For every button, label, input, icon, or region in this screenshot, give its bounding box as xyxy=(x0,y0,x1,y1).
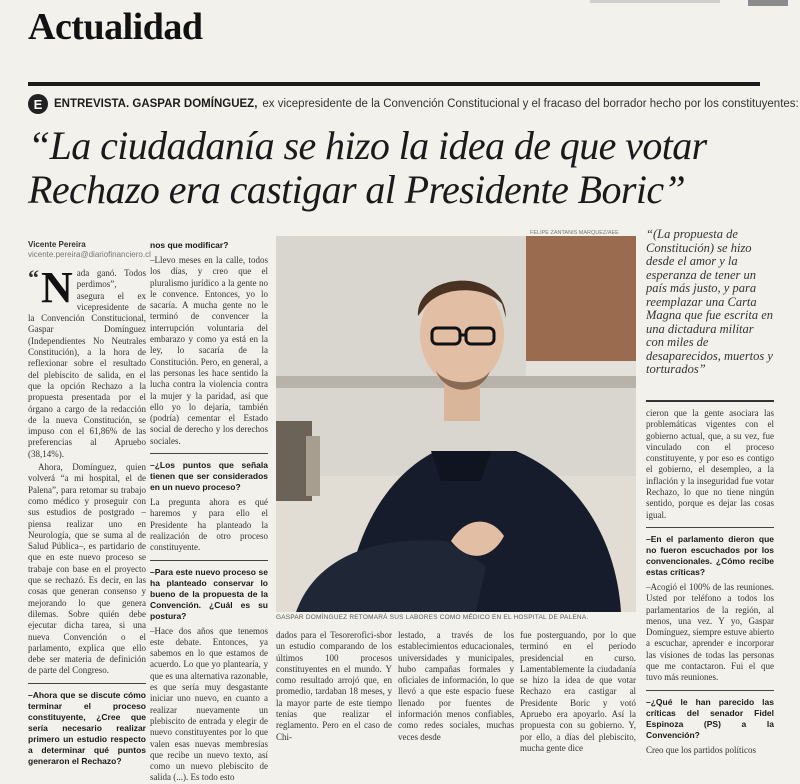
col1-paragraph-1: ada ganó. Todos perdimos”, asegura el ex vicepresidente de la Convención Constitucional, Gaspar Domínguez (Independientes No Neutrales Constitución), a la hora de reflexionar sobre el resultado del plebiscito de salida, en el que la opción Rechazo a la propuesta presentada por el órgano a cargo de la redacción de la nueva Constitución, se impuso con el 61,86% de las preferencias al Apruebo (38,14%). xyxy=(28,268,146,459)
col6-paragraph-1: cieron que la gente asociara las problemáticas vigentes con el gobierno actual, que, a su vez, fue vinculado con el proceso constituyente, y por eso es contigo el gobierno, el desempleo, a la inflación y la inseguridad fue votar Rechazo, lo que no tiene ningún sentido, porque es dejar las cosas igual. xyxy=(646,408,774,520)
kicker-label: ENTREVISTA. GASPAR DOMÍNGUEZ, xyxy=(54,98,258,110)
col6-question-1: –En el parlamento dieron que no fueron escuchados por los convencionales. ¿Cómo recibe estas críticas? xyxy=(646,533,774,577)
col1-question-1: –Ahora que se discute cómo terminar el proceso constituyente, ¿Cree que sería necesario realizar primero un estudio respecto a determinar qué puntos generaron el Rechazo? xyxy=(28,689,146,766)
article-column-2 xyxy=(150,240,268,783)
section-title: Actualidad xyxy=(28,6,203,48)
kicker-description: ex vicepresidente de la Convención Constitucional y el fracaso del borrador hecho por los constituyentes: xyxy=(262,98,799,110)
dropcap: N xyxy=(41,263,73,312)
article-column-1 xyxy=(28,263,146,766)
col6-paragraph-2: –Acogió el 100% de las reuniones. Usted por teléfono a todos los parlamentarios de la región, al menos, una vez. Y yo, Gaspar Domínguez, siempre estuve abierto a escuchar, aprender e incorporar las visiones de todas las personas que me contactaron. Fui el que tuvo más reuniones. xyxy=(646,581,774,683)
article-column-6 xyxy=(646,408,774,755)
col6-rule-1 xyxy=(646,527,774,528)
pull-quote: “(La propuesta de Constitución) se hizo desde el amor y la esperanza de tener un país más justo, y para reemplazar una Carta Magna que fue escrita en una dictadura militar con miles de desaparecidos, muertos y torturados” xyxy=(646,227,774,376)
article-column-3 xyxy=(276,630,392,742)
headline-line-2: Rechazo era castigar al Presidente Boric” xyxy=(28,167,686,212)
photo-credit: FELIPE ZANTANIS MARQUEZ/AEE xyxy=(530,230,619,236)
col1-question-rule xyxy=(28,683,146,684)
col1-paragraph-2: Ahora, Domínguez, quien volverá “a mi hospital, el de Palena”, para retomar su trabajo como médico y proseguir con sus estudios de postgrado –piensa realizar uno en Neurología, que se suma al de Salud Pública–, es partidario de que en este nuevo proceso se trabaje con base en el proyecto que se rechazó. Es decir, en las cosas que generan consenso y mejorando lo que genera dilemas. Sobre quién debe ejecutar dicha tarea, si una nueva Convención o el parlamento, explica que ello debe ser materia de definición de parte del Congreso. xyxy=(28,462,146,676)
col6-rule-2 xyxy=(646,690,774,691)
col2-paragraph-1: –Llevo meses en la calle, todos los días, y creo que el pluralismo jurídico a la gente no le convence. Entonces, yo lo sacaría. A mucha gente no le terminó de convencer la interrupción voluntaria del embarazo y como ya está en la ley, lo sacaría de la Constitución. Pero, en general, a las personas les hace sentido la lucha contra la violencia contra la mujer y la paridad, así que ello yo lo dejaría, también (podría) cementar el Estado social de derecho y los derechos sociales. xyxy=(150,255,268,446)
headline xyxy=(28,124,768,212)
col2-paragraph-2: La pregunta ahora es qué haremos y para ello el Presidente ha planteado la realización de otro proceso constituyente. xyxy=(150,497,268,553)
col6-question-2: –¿Qué le han parecido las críticas del senador Fidel Espinoza (PS) a la Convención? xyxy=(646,696,774,740)
article-column-5 xyxy=(520,630,636,753)
col6-paragraph-3: Creo que los partidos políticos xyxy=(646,744,756,755)
col2-rule-2 xyxy=(150,560,268,561)
headline-line-1: “La ciudadanía se hizo la idea de que votar xyxy=(28,123,707,168)
section-rule xyxy=(28,82,760,86)
entrevista-badge-icon: E xyxy=(28,94,48,114)
interview-photo xyxy=(276,236,636,612)
portrait-illustration xyxy=(276,236,636,612)
col4-paragraph-1: lestado, a través de los establecimientos educacionales, universidades y municipales, hubo campañas formales y oficiales de información, lo que llevó a que este espacio fuese llenado por fuentes de información menos confiables, como redes sociales, muchas veces desde xyxy=(398,630,514,742)
open-quote-glyph: “ xyxy=(28,265,39,290)
col3-paragraph-1: dados para el Tesorerofici-sbor un estudio comparando de los últimos 100 procesos constituyentes en el mundo. Y como resultado arrojó que, en promedio, tardaban 18 meses, y la mayor parte de este tiempo tenías que realizar el reglamento. Pero en el caso de Chi- xyxy=(276,630,392,742)
top-strip xyxy=(590,0,720,3)
lead-paragraph xyxy=(28,263,146,460)
kicker xyxy=(28,93,799,115)
byline-email: vicente.pereira@diariofinanciero.cl xyxy=(28,250,151,259)
byline xyxy=(28,240,151,260)
col2-question-2: –Para este nuevo proceso se ha planteado conservar lo bueno de la propuesta de la Convención. ¿Cuál es su postura? xyxy=(150,566,268,621)
byline-author: Vicente Pereira xyxy=(28,240,86,249)
col2-paragraph-3: –Hace dos años que tenemos este debate. Entonces, ya sabemos en lo que estamos de acuerdo. Lo que yo plantearía, y que es una alternativa razonable, es que sería muy desgastante iniciar uno nuevo, en cuanto a realizar nuevamente un plebiscito de entrada y elegir de nuevo constituyentes por lo que valen esas nuevas membresías que recibe un nuevo texto, así como un nuevo plebiscito de salida (...). Es todo esto xyxy=(150,625,268,783)
photo-caption: GASPAR DOMÍNGUEZ RETOMARÁ SUS LABORES COMO MÉDICO EN EL HOSPITAL DE PALENA. xyxy=(276,614,589,621)
col2-rule-1 xyxy=(150,453,268,454)
top-corner-marker xyxy=(748,0,788,6)
col2-question-1: –¿Los puntos que señala tienen que ser considerados en un nuevo proceso? xyxy=(150,460,268,493)
pull-quote-rule xyxy=(646,400,774,402)
col5-paragraph-1: fue posterguando, por lo que terminó en el período presidencial en curso. Lamentablemente la ciudadanía se hizo la idea de que votar Rechazo era castigar al Presidente Boric y votó Apruebo era apoyarlo. Así la propuesta con su gobierno. Y, por ello, a días del plebiscito, mucha gente dice xyxy=(520,630,636,753)
article-column-4 xyxy=(398,630,514,742)
col2-question-tail: nos que modificar? xyxy=(150,240,229,250)
